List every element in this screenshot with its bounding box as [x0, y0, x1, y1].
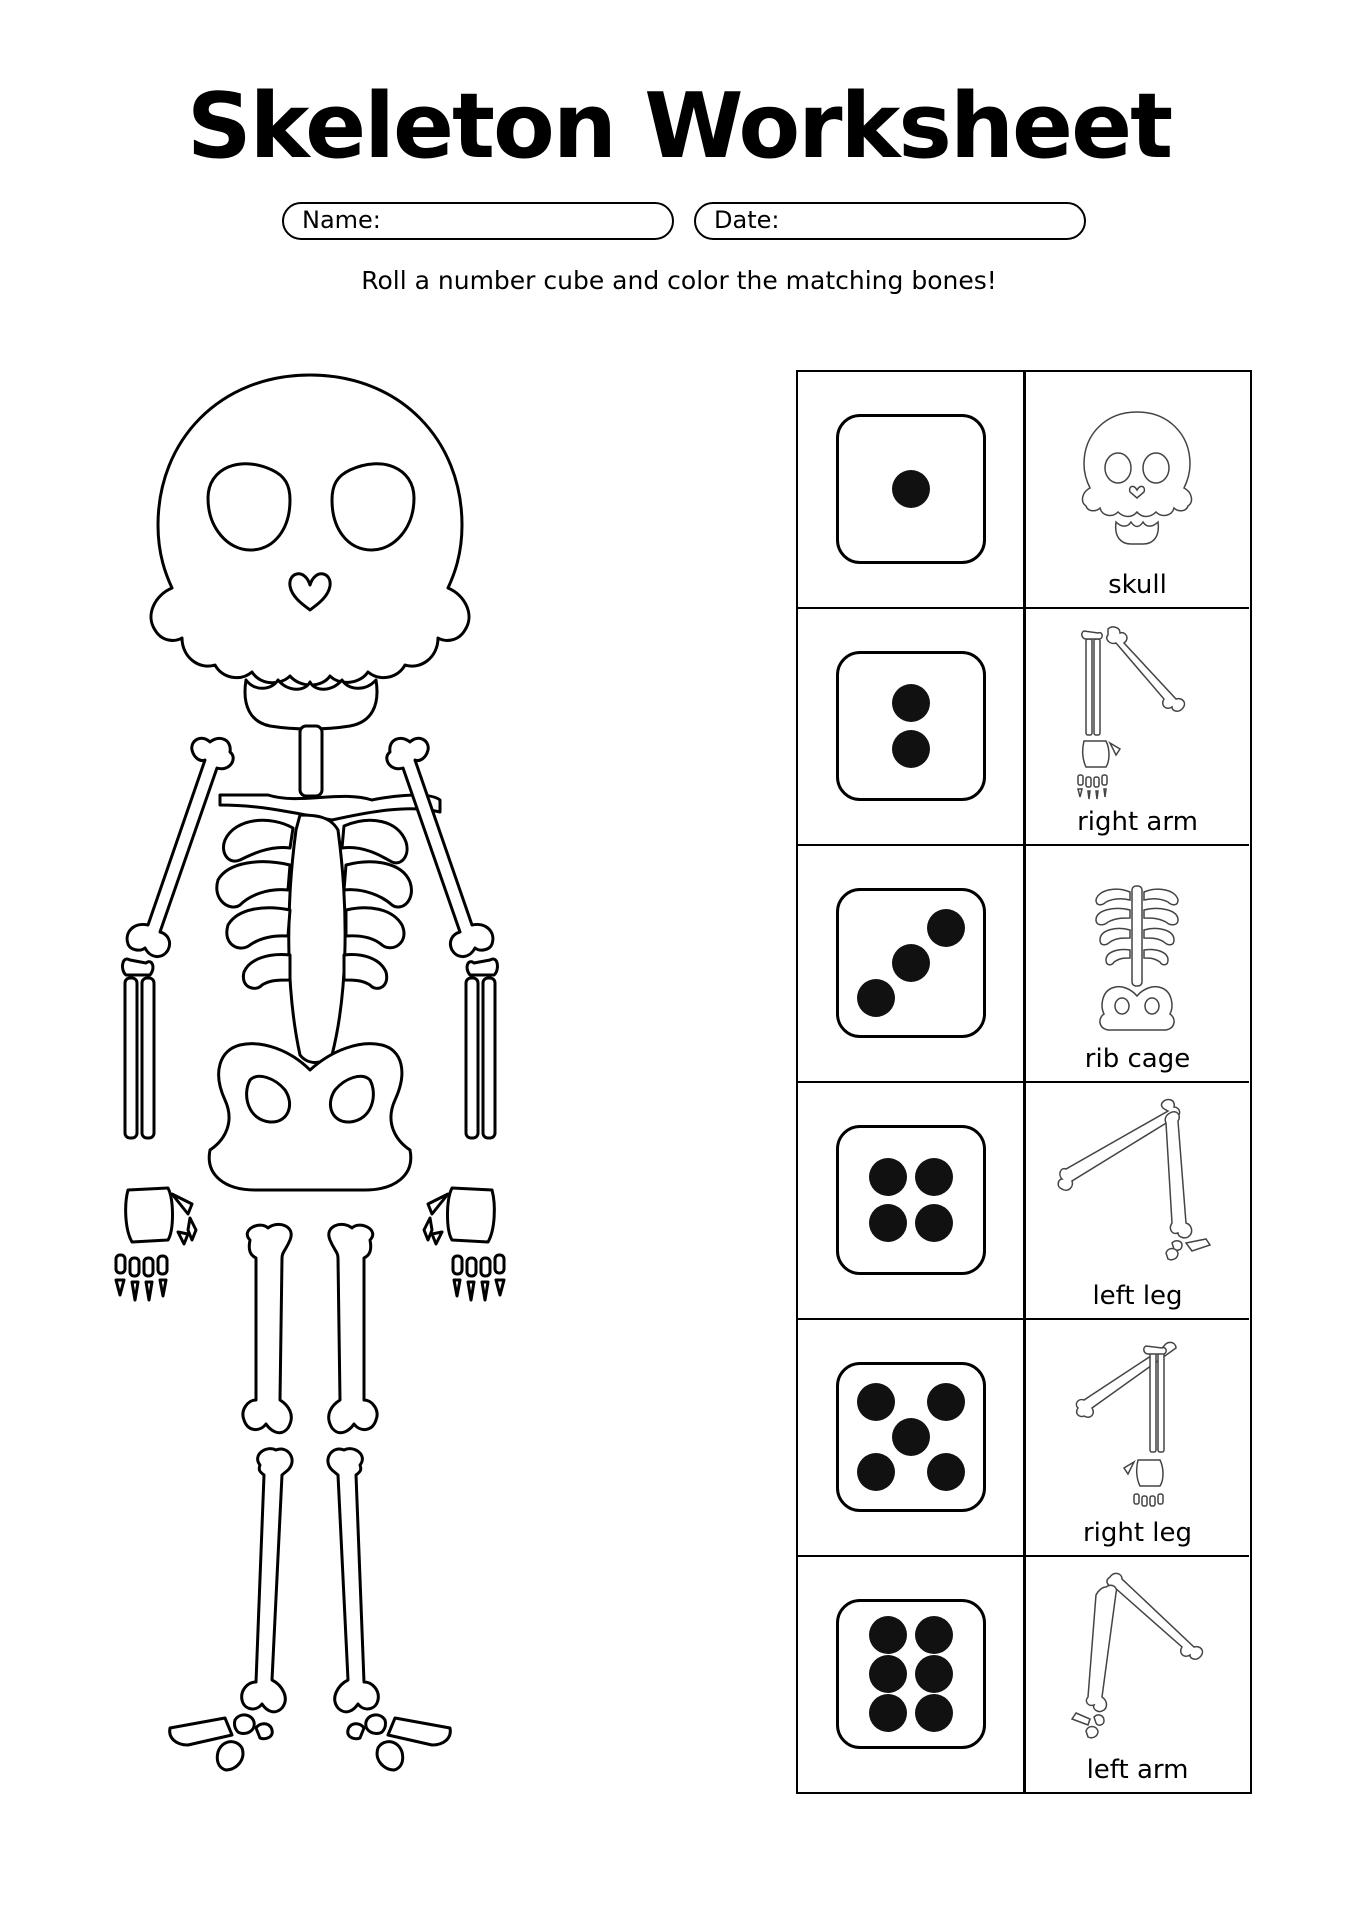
table-row — [798, 1320, 1249, 1557]
die-pip — [857, 979, 895, 1017]
skull-icon — [1026, 372, 1249, 572]
page-title: Skeleton Worksheet — [186, 74, 1172, 179]
rib-cage-cell — [1026, 846, 1249, 1083]
date-label: Date: — [714, 206, 780, 234]
row-label: left arm — [1086, 1755, 1189, 1785]
table-row — [798, 609, 1249, 846]
rib-cage-icon — [1026, 846, 1249, 1046]
right-arm-cell — [1026, 609, 1249, 846]
left-leg-drawing — [328, 1224, 450, 1770]
die-pip — [915, 1158, 953, 1196]
skull-drawing — [151, 375, 469, 729]
die-pip — [915, 1655, 953, 1693]
left-arm-icon — [1026, 1557, 1249, 1757]
die-pip — [869, 1204, 907, 1242]
name-field[interactable] — [282, 202, 674, 240]
row-label: right arm — [1077, 807, 1198, 837]
left-arm-drawing — [387, 738, 504, 1300]
die-two — [836, 651, 986, 801]
die-pip — [892, 684, 930, 722]
skeleton-illustration — [110, 360, 710, 1810]
left-leg-icon — [1026, 1083, 1249, 1283]
die-pip — [857, 1453, 895, 1491]
skull-cell — [1026, 372, 1249, 609]
dice-table — [796, 370, 1252, 1794]
instructions: Roll a number cube and color the matching bones! — [361, 266, 997, 295]
right-leg-icon — [1026, 1320, 1249, 1520]
table-row — [798, 1083, 1249, 1320]
die-pip — [869, 1158, 907, 1196]
row-label: right leg — [1082, 1518, 1193, 1548]
die-six — [836, 1599, 986, 1749]
left-leg-cell — [1026, 1083, 1249, 1320]
table-row — [798, 1557, 1249, 1794]
date-field[interactable] — [694, 202, 1086, 240]
die-one — [836, 414, 986, 564]
right-arm-icon — [1026, 609, 1249, 809]
die-pip — [892, 944, 930, 982]
left-arm-cell — [1026, 1557, 1249, 1794]
die-pip — [927, 1453, 965, 1491]
die-four — [836, 1125, 986, 1275]
die-pip — [892, 470, 930, 508]
die-pip — [857, 1383, 895, 1421]
die-pip — [915, 1616, 953, 1654]
left-hand-fingers — [453, 1255, 504, 1300]
pelvis-drawing — [209, 1044, 411, 1190]
row-label: skull — [1108, 570, 1167, 600]
table-row — [798, 846, 1249, 1083]
die-pip — [869, 1616, 907, 1654]
name-label: Name: — [302, 206, 381, 234]
right-arm-drawing — [116, 738, 233, 1300]
table-row — [798, 372, 1249, 609]
row-label: rib cage — [1084, 1044, 1191, 1074]
die-pip — [915, 1694, 953, 1732]
die-three — [836, 888, 986, 1038]
die-pip — [927, 1383, 965, 1421]
die-pip — [892, 1418, 930, 1456]
right-leg-drawing — [170, 1224, 292, 1770]
die-pip — [869, 1655, 907, 1693]
die-five — [836, 1362, 986, 1512]
die-pip — [892, 730, 930, 768]
right-hand-fingers — [116, 1255, 167, 1300]
right-leg-cell — [1026, 1320, 1249, 1557]
die-pip — [869, 1694, 907, 1732]
die-pip — [927, 909, 965, 947]
row-label: left leg — [1092, 1281, 1183, 1311]
die-pip — [915, 1204, 953, 1242]
